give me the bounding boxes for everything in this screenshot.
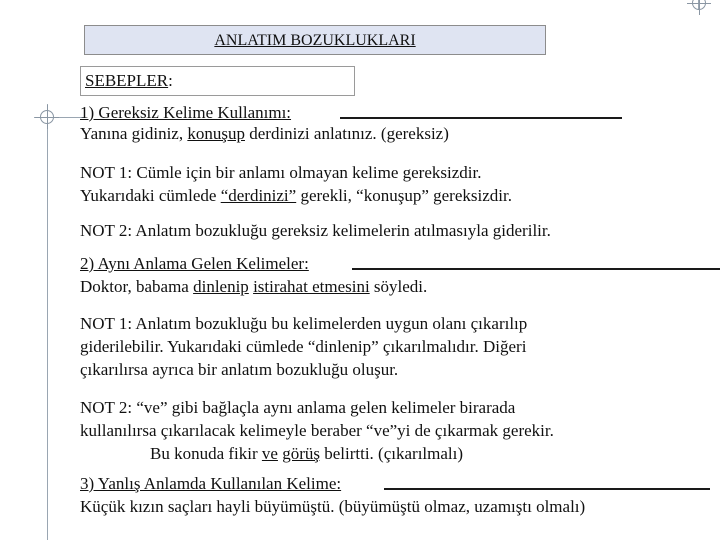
section2-note2-example-pre: Bu konuda fikir [150, 444, 262, 463]
section3-example [80, 496, 585, 518]
corner-crosshair-icon [692, 0, 706, 10]
section2-note2-example-underlined-1: ve [261, 444, 278, 463]
frame-crosshair-icon [40, 110, 54, 124]
section1-note1-underlined: “derdinizi” [220, 186, 297, 205]
section1-note1-text: NOT 1: Cümle için bir anlamı olmayan kelime gereksizdir. [80, 163, 482, 182]
sebepler-label: SEBEPLER [85, 71, 169, 90]
section1-example-post: derdinizi anlatınız. (gereksiz) [244, 124, 449, 143]
sebepler-box [80, 66, 355, 96]
section1-heading-text: 1) Gereksiz Kelime Kullanımı: [80, 103, 292, 122]
section2-example-underlined-2: istirahat etmesini [253, 277, 370, 296]
section2-note2-example [150, 443, 463, 465]
section2-note2-text-1: NOT 2: “ve” gibi bağlaçla aynı anlama gelen kelimeler birarada [80, 398, 516, 417]
section2-note2-line2 [80, 420, 554, 442]
section1-note1-line2 [80, 185, 512, 207]
section2-heading-text: 2) Aynı Anlama Gelen Kelimeler: [80, 254, 309, 273]
section2-heading [80, 253, 309, 275]
section1-heading [80, 102, 291, 124]
section1-example-underlined: konuşup [187, 124, 245, 143]
section2-note1-text-1: NOT 1: Anlatım bozukluğu bu kelimelerden uygun olanı çıkarılıp [80, 314, 528, 333]
section2-example [80, 276, 427, 298]
section3-example-text: Küçük kızın saçları hayli büyümüştü. (büyümüştü olmaz, uzamıştı olmalı) [80, 497, 586, 516]
section2-note1-text-2: giderilebilir. Yukarıdaki cümlede “dinlenip” çıkarılmalıdır. Diğeri [80, 337, 527, 356]
section2-note2-text-2: kullanılırsa çıkarılacak kelimeyle beraber “ve”yi de çıkarmak gerekir. [80, 421, 554, 440]
page-title-text: ANLATIM BOZUKLUKLARI [214, 32, 416, 49]
section1-note2 [80, 220, 551, 242]
section2-example-pre: Doktor, babama [80, 277, 194, 296]
sebepler-colon: : [168, 71, 173, 90]
section3-heading [80, 473, 341, 495]
section1-example-pre: Yanına gidiniz, [80, 124, 188, 143]
section1-note1-line1 [80, 162, 481, 184]
section3-heading-text: 3) Yanlış Anlamda Kullanılan Kelime: [80, 474, 342, 493]
frame-vertical-line-left [47, 104, 48, 540]
page-title [84, 25, 546, 55]
section1-note2-text: NOT 2: Anlatım bozukluğu gereksiz kelimelerin atılmasıyla giderilir. [80, 221, 551, 240]
section2-note2-example-underlined-2: görüş [282, 444, 320, 463]
section2-note1-line3 [80, 359, 398, 381]
section1-example [80, 123, 449, 145]
section2-example-post: söyledi. [369, 277, 428, 296]
section2-note1-line1 [80, 313, 527, 335]
section2-note1-line2 [80, 336, 526, 358]
section3-rule [384, 488, 710, 490]
section2-note2-line1 [80, 397, 515, 419]
section2-note1-text-3: çıkarılırsa ayrıca bir anlatım bozukluğu oluşur. [80, 360, 399, 379]
section1-note1-post: gerekli, “konuşup” gereksizdir. [296, 186, 512, 205]
section1-note1-pre: Yukarıdaki cümlede [80, 186, 221, 205]
section2-rule [352, 268, 720, 270]
section1-rule [340, 117, 622, 119]
section2-example-underlined-1: dinlenip [193, 277, 249, 296]
section2-note2-example-post: belirtti. (çıkarılmalı) [319, 444, 464, 463]
